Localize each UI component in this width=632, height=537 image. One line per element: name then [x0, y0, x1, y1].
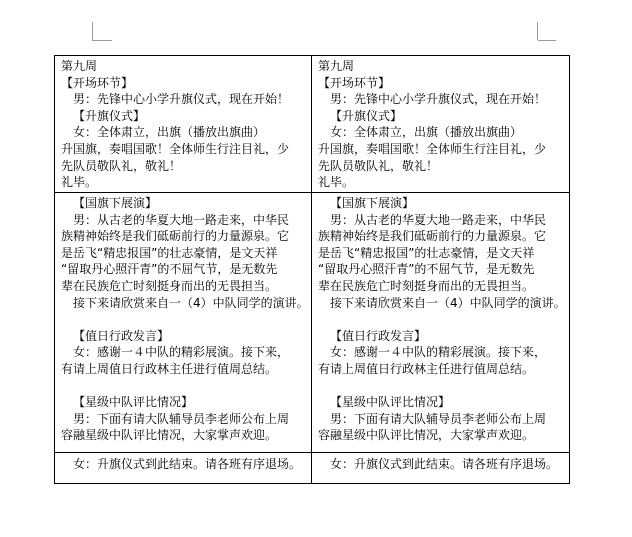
- opening-heading: 【开场环节】: [61, 75, 134, 90]
- speech-line-6: 接下来请欣赏来自一（4）中队同学的演讲。: [330, 295, 566, 310]
- closing-line: 女：升旗仪式到此结束。请各班有序退场。: [73, 457, 302, 471]
- speech-line-6: 接下来请欣赏来自一（4）中队同学的演讲。: [73, 295, 309, 310]
- cell-right-closing: [312, 453, 570, 484]
- closing-line: 女：升旗仪式到此结束。请各班有序退场。: [330, 457, 559, 471]
- speech-line-1: 男：从古老的华夏大地一路走来，中华民: [330, 212, 547, 227]
- opening-line: 男：先锋中心小学升旗仪式，现在开始！: [330, 92, 547, 107]
- duty-line-2: 有请上周值日行政林主任进行值周总结。: [61, 361, 278, 376]
- cell-left-opening: [55, 56, 312, 193]
- flag-line-3: 先队员敬队礼，敬礼！: [61, 158, 182, 173]
- duty-heading: 【值日行政发言】: [330, 328, 427, 343]
- flag-line-3: 先队员敬队礼，敬礼！: [318, 158, 439, 173]
- speech-line-4: “留取丹心照汗青”的不屈气节，是无数先: [61, 262, 278, 277]
- speech-line-4: “留取丹心照汗青”的不屈气节，是无数先: [318, 262, 535, 277]
- ceremony-program-table: [54, 55, 570, 484]
- opening-line: 男：先锋中心小学升旗仪式，现在开始！: [73, 92, 290, 107]
- duty-line-2: 有请上周值日行政林主任进行值周总结。: [318, 361, 535, 376]
- cell-right-opening: [312, 56, 570, 193]
- speech-line-5: 辈在民族危亡时刻挺身而出的无畏担当。: [61, 278, 278, 293]
- table-row-opening: [55, 56, 570, 193]
- flag-line-4: 礼毕。: [61, 175, 98, 190]
- flag-heading: 【升旗仪式】: [73, 108, 146, 123]
- opening-heading: 【开场环节】: [318, 75, 391, 90]
- star-line-2: 容融星级中队评比情况，大家掌声欢迎。: [61, 428, 278, 443]
- table-row-main: [55, 193, 570, 453]
- flag-line-4: 礼毕。: [318, 175, 355, 190]
- speech-line-2: 族精神始终是我们砥砺前行的力量源泉。它: [318, 229, 547, 244]
- star-line-1: 男：下面有请大队辅导员李老师公布上周: [330, 411, 547, 426]
- flag-line-2: 升国旗，奏唱国歌！全体师生行注目礼，少: [318, 141, 547, 156]
- flag-line-1: 女：全体肃立，出旗（播放出旗曲）: [330, 125, 523, 140]
- cell-right-main: [312, 193, 570, 453]
- cell-left-closing: [55, 453, 312, 484]
- cell-left-main: [55, 193, 312, 453]
- speech-line-1: 男：从古老的华夏大地一路走来，中华民: [73, 212, 290, 227]
- week-label: 第九周: [61, 59, 98, 73]
- speech-line-3: 是岳飞“精忠报国”的壮志豪情，是文天祥: [318, 245, 535, 260]
- star-line-1: 男：下面有请大队辅导员李老师公布上周: [73, 411, 290, 426]
- star-line-2: 容融星级中队评比情况，大家掌声欢迎。: [318, 428, 535, 443]
- speech-line-3: 是岳飞“精忠报国”的壮志豪情，是文天祥: [61, 245, 278, 260]
- speech-heading: 【国旗下展演】: [330, 196, 415, 210]
- duty-line-1: 女：感谢一４中队的精彩展演。接下来，: [73, 345, 290, 360]
- flag-heading: 【升旗仪式】: [330, 108, 403, 123]
- flag-line-2: 升国旗，奏唱国歌！全体师生行注目礼，少: [61, 141, 290, 156]
- week-label: 第九周: [318, 59, 355, 73]
- speech-heading: 【国旗下展演】: [73, 196, 158, 210]
- star-heading: 【星级中队评比情况】: [73, 395, 194, 410]
- speech-line-2: 族精神始终是我们砥砺前行的力量源泉。它: [61, 229, 290, 244]
- star-heading: 【星级中队评比情况】: [330, 395, 451, 410]
- speech-line-5: 辈在民族危亡时刻挺身而出的无畏担当。: [318, 278, 535, 293]
- duty-line-1: 女：感谢一４中队的精彩展演。接下来，: [330, 345, 547, 360]
- flag-line-1: 女：全体肃立，出旗（播放出旗曲）: [73, 125, 266, 140]
- table-row-closing: [55, 453, 570, 484]
- duty-heading: 【值日行政发言】: [73, 328, 170, 343]
